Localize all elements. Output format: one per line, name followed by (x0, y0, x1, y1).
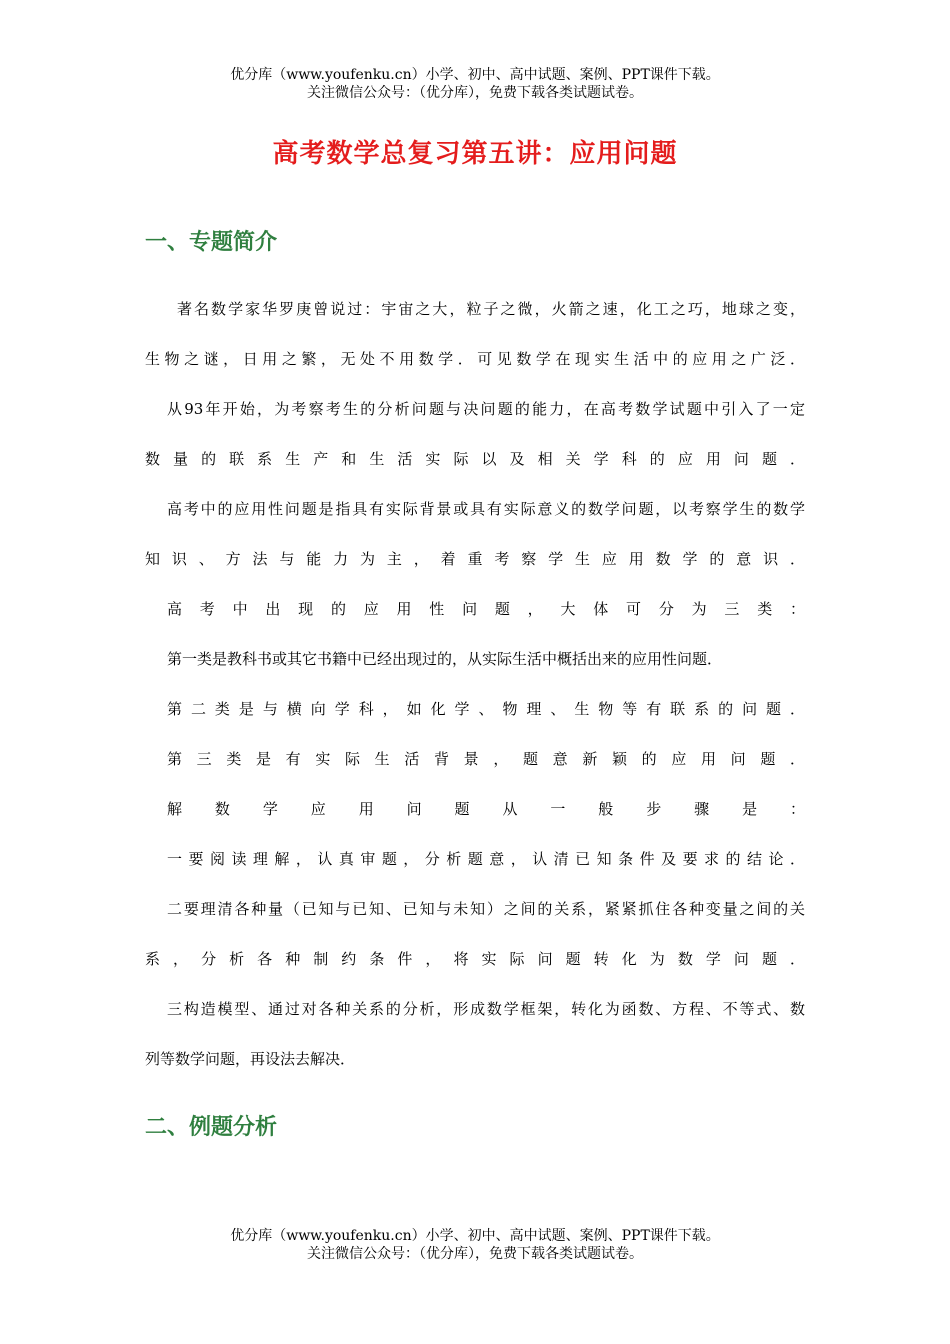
header-line-2: 关注微信公众号：（优分库），免费下载各类试题试卷。 (307, 85, 643, 101)
page-footer (0, 1227, 950, 1263)
text-line: 数量的联系生产和生活实际以及相关学科的应用问题． (145, 450, 805, 468)
text-line: 系，分析各种制约条件，将实际问题转化为数学问题． (145, 950, 805, 968)
section-heading-intro: 一、专题简介 (145, 230, 278, 255)
text-line: 高考中的应用性问题是指具有实际背景或具有实际意义的数学问题，以考察学生的数学 (167, 500, 805, 518)
text-line: 列等数学问题，再设法去解决． (145, 1050, 356, 1068)
text-line: 第一类是教科书或其它书籍中已经出现过的，从实际生活中概括出来的应用性问题． (167, 650, 723, 668)
text-line: 知识、方法与能力为主，着重考察学生应用数学的意识． (145, 550, 805, 568)
text-line: 著名数学家华罗庚曾说过：宇宙之大，粒子之微，火箭之速，化工之巧，地球之变， (177, 300, 805, 318)
text-line: 第三类是有实际生活背景，题意新颖的应用问题． (167, 750, 805, 768)
intro-body (145, 292, 805, 1092)
footer-line-2: 关注微信公众号：（优分库），免费下载各类试题试卷。 (307, 1246, 643, 1262)
header-line-1: 优分库（www.youfenku.cn）小学、初中、高中试题、案例、PPT课件下载。 (230, 67, 720, 83)
footer-line-1: 优分库（www.youfenku.cn）小学、初中、高中试题、案例、PPT课件下载。 (230, 1228, 720, 1244)
document-title: 高考数学总复习第五讲：应用问题 (272, 139, 678, 169)
text-line: 从93年开始，为考察考生的分析问题与决问题的能力，在高考数学试题中引入了一定 (167, 400, 805, 418)
text-line: 一要阅读理解，认真审题，分析题意，认清已知条件及要求的结论． (167, 850, 805, 868)
text-line: 解数学应用问题从一般步骤是： (167, 800, 805, 818)
text-line: 二要理清各种量（已知与已知、已知与未知）之间的关系，紧紧抓住各种变量之间的关 (167, 900, 805, 918)
page-header (0, 66, 950, 102)
text-line: 第二类是与横向学科，如化学、物理、生物等有联系的问题． (167, 700, 805, 718)
text-line: 高考中出现的应用性问题，大体可分为三类： (167, 600, 805, 618)
text-line: 生物之谜，日用之繁，无处不用数学．可见数学在现实生活中的应用之广泛． (145, 350, 805, 368)
section-heading-examples: 二、例题分析 (145, 1115, 278, 1140)
text-line: 三构造模型、通过对各种关系的分析，形成数学框架，转化为函数、方程、不等式、数 (167, 1000, 805, 1018)
